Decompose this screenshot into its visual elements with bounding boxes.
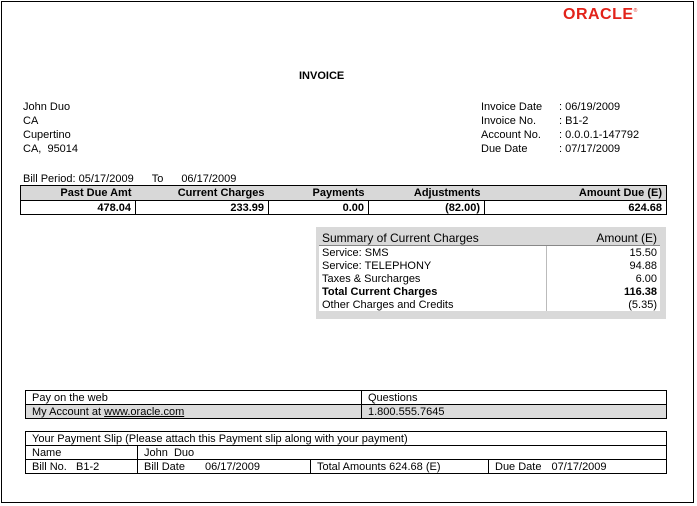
column-header: Current Charges	[136, 186, 269, 201]
due-date-label: Due Date	[495, 460, 542, 473]
bill-period-start: Bill Period: 05/17/2009	[23, 173, 134, 185]
my-account-cell	[26, 405, 362, 419]
bill-period-to: To	[151, 173, 164, 185]
slip-name-value: John Duo	[138, 446, 667, 460]
table-row	[319, 285, 660, 298]
page-title: INVOICE	[299, 70, 345, 82]
invoice-info-row	[481, 128, 639, 142]
amount-due: 624.68	[485, 201, 667, 215]
payments-amount: 0.00	[269, 201, 369, 215]
oracle-logo	[563, 6, 638, 24]
invoice-date-value: : 06/19/2009	[559, 101, 621, 113]
account-no-label: Account No.	[481, 129, 541, 141]
column-header: Payments	[269, 186, 369, 201]
customer-city: Cupertino	[23, 129, 71, 141]
customer-state: CA	[23, 115, 39, 127]
charge-label: Service: TELEPHONY	[319, 259, 546, 272]
due-date-label: Due Date	[481, 143, 528, 155]
bill-summary-table	[20, 185, 666, 215]
oracle-link[interactable]: www.oracle.com	[104, 405, 185, 418]
column-header: Past Due Amt	[21, 186, 136, 201]
slip-due-date	[489, 460, 667, 474]
questions-label: Questions	[362, 391, 667, 405]
charge-label: Total Current Charges	[319, 285, 546, 298]
invoice-info-row	[481, 142, 639, 156]
table-row	[319, 298, 660, 311]
charge-label: Taxes & Surcharges	[319, 272, 546, 285]
column-header: Adjustments	[369, 186, 485, 201]
charges-summary	[316, 227, 666, 319]
registered-mark: ®	[633, 8, 638, 14]
column-header: Amount Due (E)	[485, 186, 667, 201]
customer-name: John Duo	[23, 101, 71, 113]
pay-on-web-table	[25, 390, 667, 419]
adjustments-amount: (82.00)	[369, 201, 485, 215]
due-date-value: : 07/17/2009	[559, 143, 621, 155]
charge-label: Service: SMS	[319, 246, 546, 260]
logo-text: ORACLE	[563, 6, 634, 23]
account-no-value: : 0.0.0.1-147792	[559, 129, 640, 141]
charge-amount: 6.00	[546, 272, 660, 285]
questions-phone: 1.800.555.7645	[362, 405, 667, 419]
invoice-no-label: Invoice No.	[481, 115, 537, 127]
slip-title: Your Payment Slip (Please attach this Payment slip along with your payment)	[26, 432, 667, 446]
summary-amount-header: Amount (E)	[546, 230, 660, 246]
summary-header: Summary of Current Charges	[319, 230, 546, 246]
table-row	[319, 246, 660, 260]
charge-label: Other Charges and Credits	[319, 298, 546, 311]
my-account-prefix: My Account at	[32, 405, 105, 418]
invoice-info-row	[481, 100, 639, 114]
bill-date-label: Bill Date	[144, 460, 185, 473]
invoice-date-label: Invoice Date	[481, 101, 543, 113]
charge-amount: 15.50	[546, 246, 660, 260]
past-due-amount: 478.04	[21, 201, 136, 215]
bill-period	[23, 173, 236, 185]
slip-bill-no: Bill No. B1-2	[26, 460, 138, 474]
slip-bill-date	[138, 460, 311, 474]
table-row	[319, 272, 660, 285]
current-charges-amount: 233.99	[136, 201, 269, 215]
charge-amount: 116.38	[546, 285, 660, 298]
due-date-value: 07/17/2009	[551, 460, 607, 473]
invoice-info-row	[481, 114, 639, 128]
table-row	[21, 201, 667, 215]
customer-address	[23, 100, 78, 156]
bill-period-end: 06/17/2009	[181, 173, 237, 185]
slip-total: Total Amounts 624.68 (E)	[311, 460, 489, 474]
charge-amount: (5.35)	[546, 298, 660, 311]
bill-date-value: 06/17/2009	[204, 460, 261, 473]
charge-amount: 94.88	[546, 259, 660, 272]
pay-web-label: Pay on the web	[26, 391, 362, 405]
invoice-info	[481, 100, 639, 156]
customer-zip: CA, 95014	[23, 143, 79, 155]
invoice-no-value: : B1-2	[559, 115, 589, 127]
table-row	[319, 259, 660, 272]
payment-slip	[25, 431, 667, 474]
slip-name-label: Name	[26, 446, 138, 460]
